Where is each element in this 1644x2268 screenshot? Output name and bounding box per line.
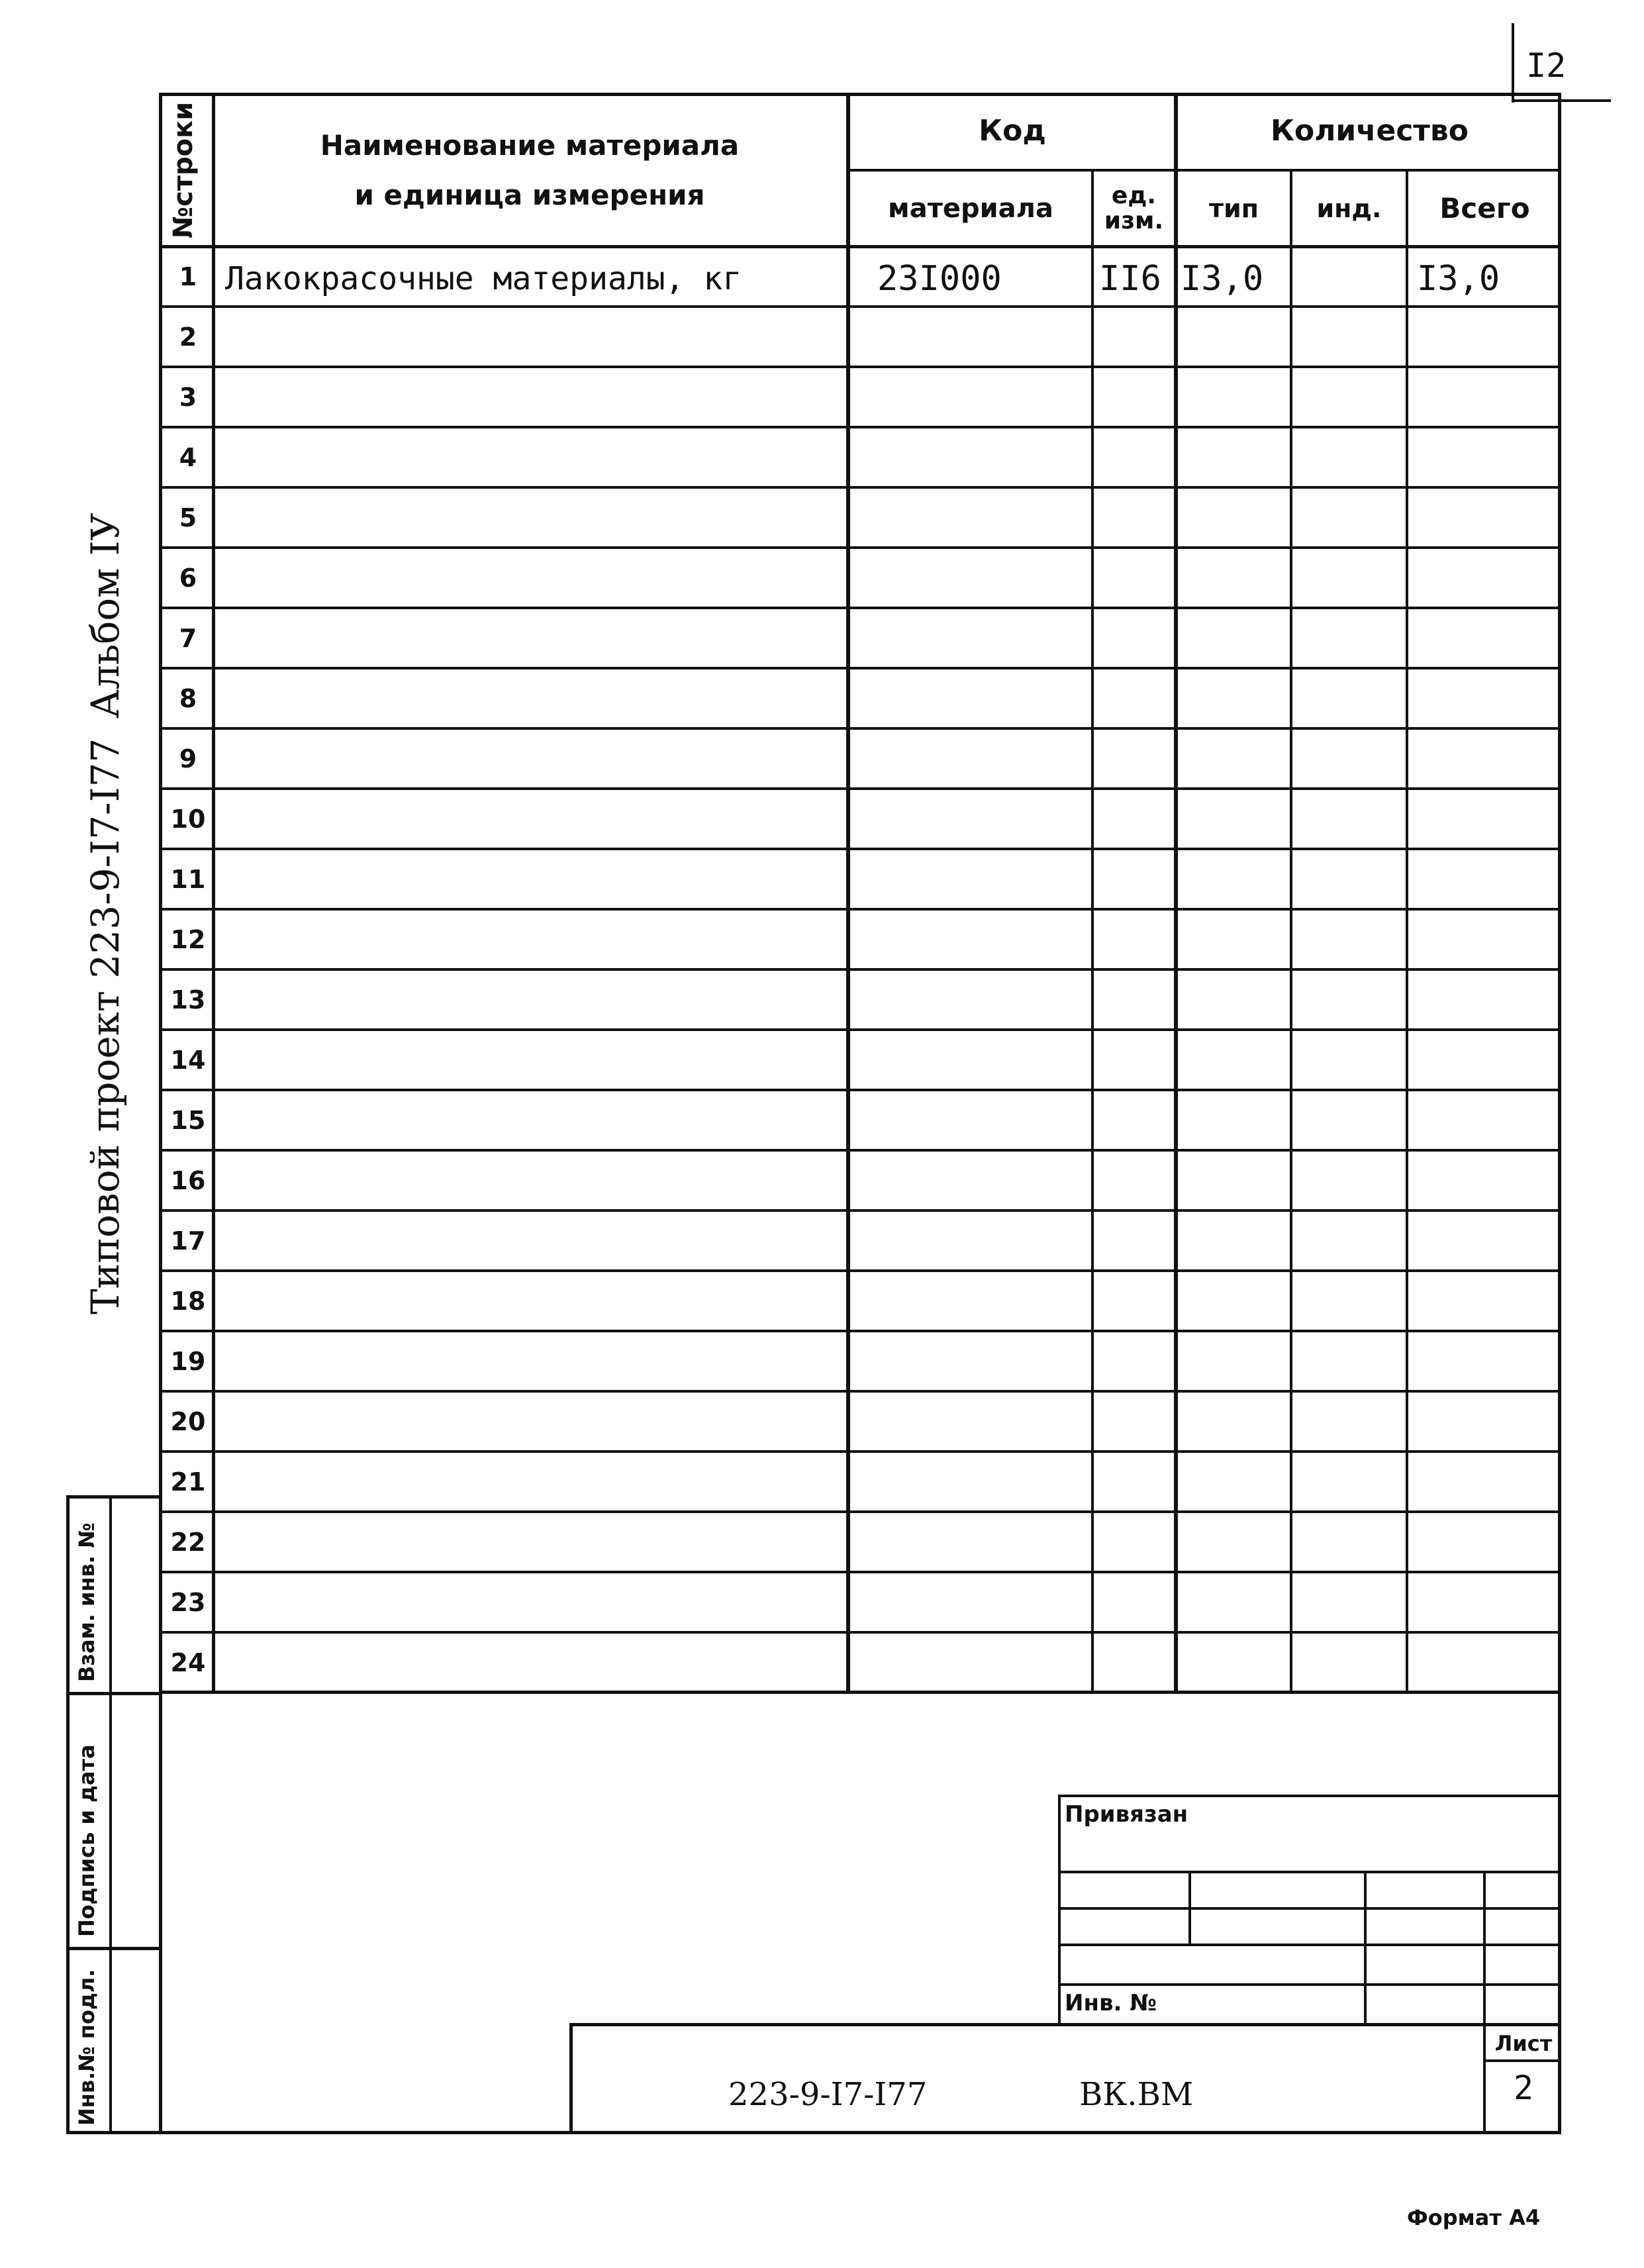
header-name-line2: и единица измерения xyxy=(354,179,705,211)
frame-left-lower xyxy=(159,1692,162,2134)
row-divider xyxy=(159,1149,1561,1152)
privyazan-row-3 xyxy=(1058,1944,1561,1946)
header-code-unit: ед. изм. xyxy=(1104,181,1164,234)
row-number: 13 xyxy=(170,985,206,1014)
header-code-material: материала xyxy=(888,193,1053,224)
privyazan-left xyxy=(1058,1795,1061,2026)
row-number: 1 xyxy=(179,262,197,291)
row-divider xyxy=(159,1209,1561,1212)
row-divider xyxy=(159,968,1561,971)
page-number-divider xyxy=(1512,23,1514,103)
left-stamp-split-1 xyxy=(66,1692,162,1695)
row-number: 20 xyxy=(170,1406,206,1436)
col-line-unit xyxy=(1174,93,1178,1694)
row-number: 12 xyxy=(170,924,206,954)
row-divider xyxy=(159,1631,1561,1634)
album-label: Альбом IУ xyxy=(83,513,128,718)
privyazan-top xyxy=(1058,1795,1561,1797)
row-number: 24 xyxy=(170,1648,206,1677)
header-name-line1: Наименование материала xyxy=(320,129,740,162)
left-stamp-inv: Инв.№ подл. xyxy=(74,1969,99,2126)
header-qty-type: тип xyxy=(1209,193,1259,223)
col-line-type xyxy=(1290,169,1292,1694)
row-divider xyxy=(159,546,1561,549)
materials-table xyxy=(159,93,1561,1694)
row-number: 2 xyxy=(179,322,197,352)
doc-mark: ВК.ВМ xyxy=(1079,2076,1194,2113)
privyazan-col-3 xyxy=(1483,1871,1486,2026)
row-divider xyxy=(159,1089,1561,1091)
row-divider xyxy=(159,486,1561,489)
row-divider xyxy=(159,667,1561,669)
row-divider xyxy=(159,848,1561,850)
row-divider xyxy=(159,1269,1561,1272)
row-number: 17 xyxy=(170,1226,206,1256)
sheet-label: Лист xyxy=(1494,2031,1553,2056)
row-number: 21 xyxy=(170,1467,206,1497)
row-number: 4 xyxy=(179,442,197,472)
row-divider xyxy=(159,607,1561,609)
privyazan-col-2 xyxy=(1364,1871,1367,2026)
row-divider xyxy=(159,1028,1561,1031)
privyazan-row-4 xyxy=(1058,1983,1561,1986)
header-qty-ind: инд. xyxy=(1316,193,1382,223)
left-stamp-podpis: Подпись и дата xyxy=(74,1744,99,1937)
left-stamp-divider xyxy=(109,1495,112,2134)
sheet-number: 2 xyxy=(1513,2068,1534,2107)
privyazan-label: Привязан xyxy=(1065,1801,1188,1828)
inv-no-label: Инв. № xyxy=(1065,1990,1157,2016)
row-number: 7 xyxy=(179,623,197,653)
row-number: 14 xyxy=(170,1045,206,1075)
row-number: 18 xyxy=(170,1286,206,1316)
table-row-1-name: Лакокрасочные материалы, кг xyxy=(225,260,742,297)
col-line-name xyxy=(846,93,850,1694)
left-stamp-split-2 xyxy=(66,1947,162,1950)
col-line-ind xyxy=(1406,169,1408,1694)
privyazan-row-2 xyxy=(1058,1907,1561,1910)
table-row-1-type: I3,0 xyxy=(1181,258,1264,299)
table-row-1-total: I3,0 xyxy=(1417,258,1500,299)
privyazan-col-1 xyxy=(1188,1871,1191,1944)
row-divider xyxy=(159,426,1561,428)
row-divider xyxy=(159,908,1561,911)
row-number: 11 xyxy=(170,864,206,894)
frame-bottom xyxy=(159,2131,1561,2134)
row-number: 9 xyxy=(179,744,197,773)
header-qty-total: Всего xyxy=(1439,192,1530,224)
row-number: 15 xyxy=(170,1105,206,1135)
row-number: 8 xyxy=(179,683,197,713)
doc-code: 223-9-I7-I77 xyxy=(728,2076,928,2113)
row-number: 6 xyxy=(179,563,197,593)
table-row-1-unit: II6 xyxy=(1099,258,1161,299)
col-line-rownum xyxy=(212,93,215,1694)
row-divider xyxy=(159,1510,1561,1513)
row-number: 16 xyxy=(170,1165,206,1195)
stamp-top xyxy=(569,2023,1561,2026)
project-label: Типовой проект 223-9-I7-I77 xyxy=(83,738,128,1314)
row-number: 5 xyxy=(179,503,197,532)
header-code: Код xyxy=(979,114,1046,148)
row-divider xyxy=(159,1450,1561,1453)
row-number: 3 xyxy=(179,382,197,412)
row-divider xyxy=(159,787,1561,790)
row-divider xyxy=(159,727,1561,730)
table-row-1-code: 23I000 xyxy=(877,258,1002,299)
row-number: 23 xyxy=(170,1587,206,1617)
row-number: 10 xyxy=(170,804,206,834)
col-line-code xyxy=(1091,169,1094,1694)
stamp-sheet-split xyxy=(1483,2059,1561,2062)
header-quantity: Количество xyxy=(1271,114,1469,148)
format-label: Формат А4 xyxy=(1407,2205,1541,2230)
row-number: 19 xyxy=(170,1346,206,1376)
page-number: I2 xyxy=(1526,46,1567,85)
row-number: 22 xyxy=(170,1527,206,1557)
privyazan-row-1 xyxy=(1058,1871,1561,1873)
stamp-left xyxy=(569,2023,573,2134)
row-divider xyxy=(159,366,1561,368)
header-row-number: №строки xyxy=(168,101,199,238)
left-stamp-vzam: Взам. инв. № xyxy=(74,1522,99,1682)
row-divider xyxy=(159,1390,1561,1393)
row-divider xyxy=(159,1330,1561,1332)
row-divider xyxy=(159,1571,1561,1573)
